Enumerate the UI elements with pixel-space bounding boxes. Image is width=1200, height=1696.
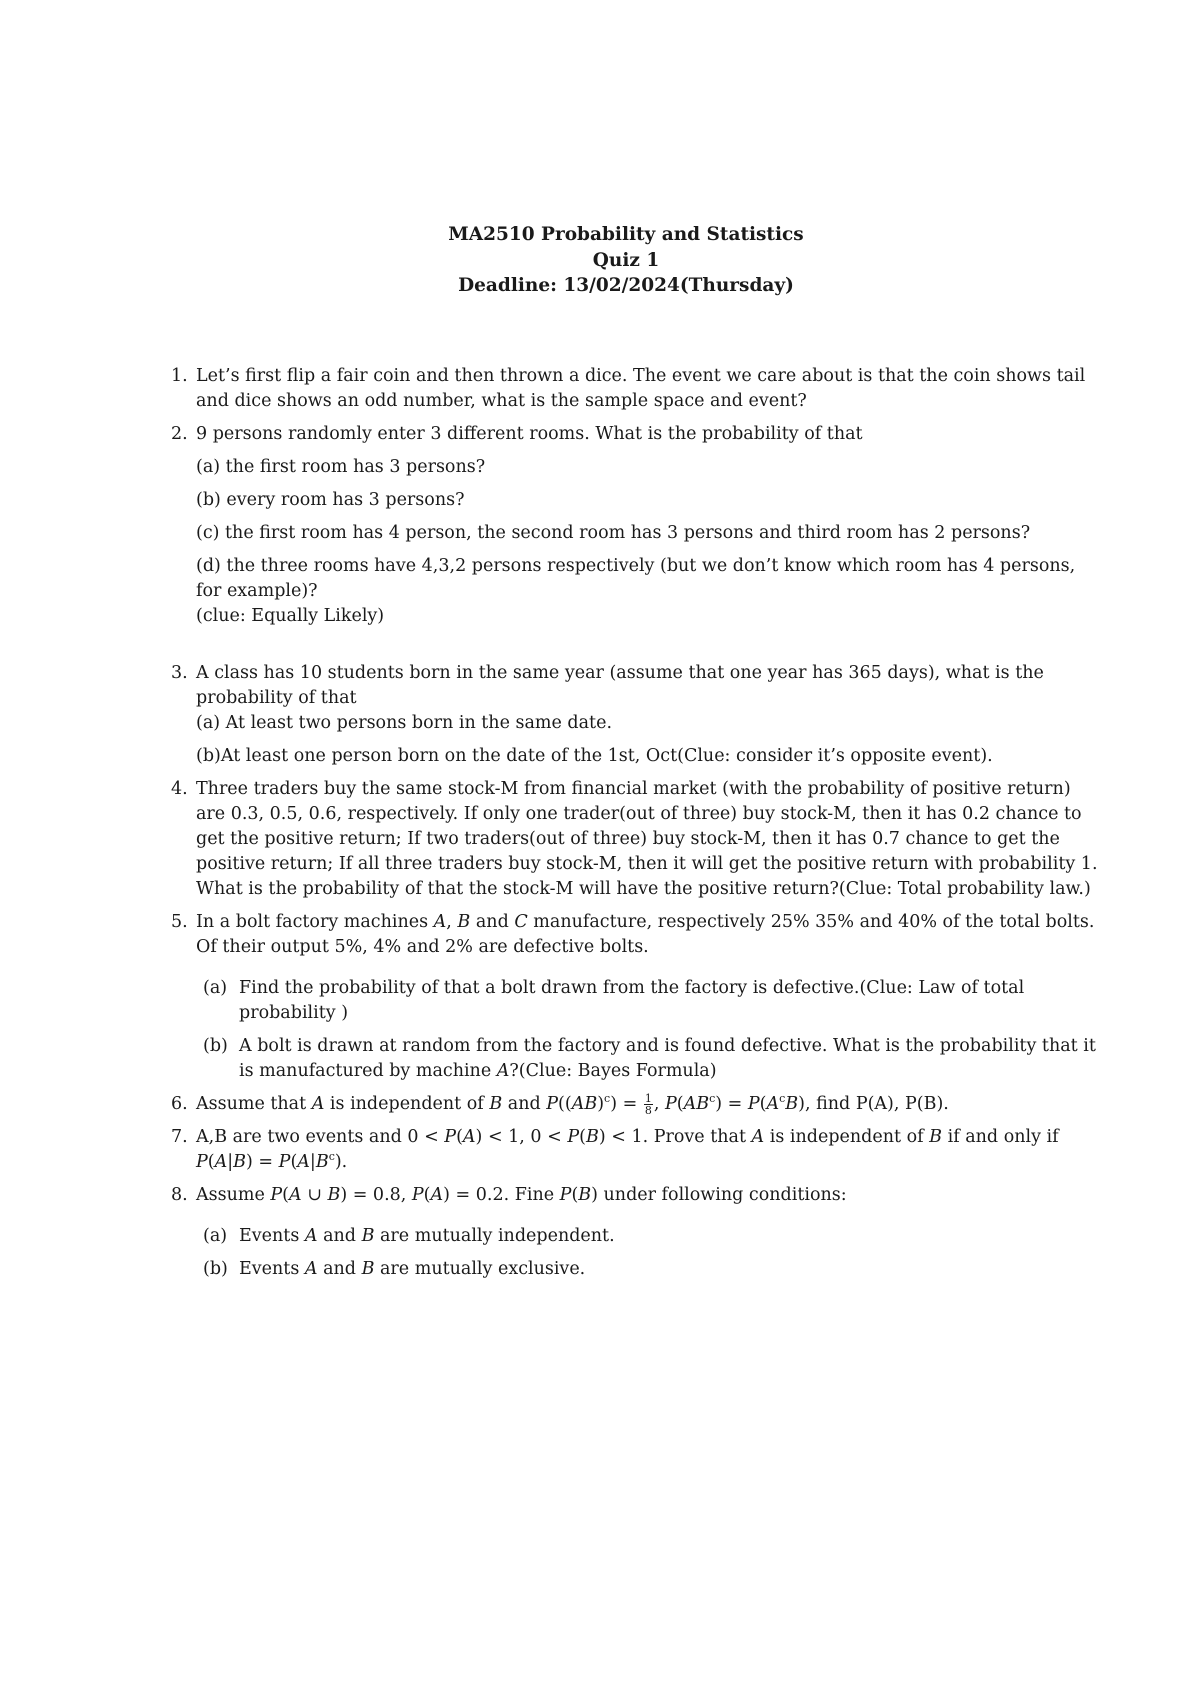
text-segment: and: [317, 1258, 362, 1279]
math-expression: P(B): [567, 1126, 606, 1147]
text-segment: Events: [239, 1258, 305, 1279]
question-8: [171, 1183, 1101, 1282]
question-number: 2.: [171, 423, 188, 444]
question-number: 4.: [171, 778, 188, 799]
fraction: $\frac{1}{8}$: [644, 1091, 652, 1117]
text-segment: Assume that: [196, 1093, 312, 1114]
math-expression: $P(A|B) = P(A|B^c)$.: [196, 1149, 348, 1172]
math-expression: P(A ∪ B): [270, 1184, 348, 1205]
question-text: Three traders buy the same stock-M from financial market (with the probability of positive return) are 0.3, 0.5, 0.6, respectively. If only one trader(out of three) buy stock-M, then it has 0.2 chance to get the positive return; If two traders(out of three) buy stock-M, then it has 0.7 chance to get the positive return; If all three traders buy stock-M, then it will get the positive return with probability 1. What is the probability of that the stock-M will have the positive return?(Clue: Total probability law.): [196, 778, 1098, 899]
part-label: (b): [203, 1035, 228, 1056]
question-4: [171, 777, 1101, 902]
question-2-part-b: (b) every room has 3 persons?: [196, 489, 465, 510]
text-segment: is independent of: [764, 1126, 930, 1147]
text-segment: and: [502, 1093, 547, 1114]
part-text: [239, 1226, 615, 1246]
math-var: C: [514, 911, 528, 932]
question-number: 8.: [171, 1184, 188, 1205]
text-segment: < 1, 0 <: [482, 1126, 568, 1147]
question-text: Let’s first flip a fair coin and then thrown a dice. The event we care about is that the coin shows tail and dice shows an odd number, what is the sample space and event?: [196, 365, 1086, 411]
question-text: In a bolt factory machines A, B and C manufacture, respectively 25% 35% and 40% of the total bolts. Of their output 5%, 4% and 2% are defective bolts.: [196, 911, 1095, 957]
math-expression: P(B): [559, 1184, 598, 1205]
question-2-part-d: (d) the three rooms have 4,3,2 persons respectively (but we don’t know which room has 4 persons, for example)?: [196, 555, 1076, 601]
text-segment: is independent of: [324, 1093, 490, 1114]
course-title: MA2510 Probability and Statistics: [448, 224, 804, 245]
question-number: 1.: [171, 365, 188, 386]
math-expression: P(A): [411, 1184, 450, 1205]
math-var: A: [751, 1126, 765, 1147]
math-var: B: [489, 1093, 503, 1114]
question-7: [171, 1125, 1101, 1175]
math-var: B: [929, 1126, 943, 1147]
question-3-part-a: (a) At least two persons born in the same date.: [196, 712, 613, 733]
text-segment: under following conditions:: [597, 1184, 847, 1205]
text-segment: In a bolt factory machines: [196, 911, 434, 932]
math-var: B: [457, 911, 471, 932]
question-5: [171, 910, 1101, 1084]
question-text: [196, 1183, 1101, 1208]
text-segment: Events: [239, 1225, 305, 1246]
question-6: [171, 1092, 1101, 1117]
text-segment: < 1. Prove that: [605, 1126, 752, 1147]
text-segment: are mutually exclusive.: [374, 1258, 586, 1279]
question-list: [171, 364, 1101, 1282]
question-2-clue: (clue: Equally Likely): [196, 605, 385, 626]
question-text: A class has 10 students born in the same year (assume that one year has 365 days), what is the probability of that: [196, 662, 1044, 708]
question-number: 7.: [171, 1126, 188, 1147]
question-number: 3.: [171, 662, 188, 683]
question-8-part-b: [196, 1257, 1101, 1282]
question-8-part-a: [196, 1224, 1101, 1249]
part-text: Find the probability of that a bolt drawn from the factory is defective.(Clue: Law of total probability ): [239, 977, 1025, 1023]
math-var: B: [361, 1225, 375, 1246]
part-text: [239, 1259, 585, 1279]
text-segment: and: [317, 1225, 362, 1246]
question-1: [171, 364, 1101, 414]
math-var: A: [304, 1225, 318, 1246]
text-segment: if and only if: [942, 1126, 1059, 1147]
text-segment: and: [470, 911, 515, 932]
deadline: Deadline: 13/02/2024(Thursday): [458, 275, 794, 296]
quiz-header: [151, 222, 1101, 299]
question-3: [171, 661, 1101, 769]
math-expression: P((AB)$^c$) = $\frac{1}{8}$ , $P(AB^c) = P(A^cB)$: [546, 1091, 805, 1117]
part-text: [239, 1036, 1096, 1081]
quiz-title: Quiz 1: [592, 249, 660, 271]
text-segment: manufacture, respectively 25% 35% and 40% of the total bolts. Of their output 5%, 4% and 2% are defective bolts.: [196, 911, 1095, 957]
text-segment: are mutually independent.: [374, 1225, 615, 1246]
question-2-part-c: (c) the first room has 4 person, the second room has 3 persons and third room has 2 persons?: [196, 522, 1031, 543]
question-number: 6.: [171, 1093, 188, 1114]
math-var: A: [433, 911, 447, 932]
question-5-part-a: [196, 976, 1101, 1026]
part-label: (a): [203, 977, 228, 998]
question-text: [196, 1127, 1059, 1172]
math-var: B: [361, 1258, 375, 1279]
quiz-page: [171, 222, 1101, 1290]
math-var: A: [304, 1258, 318, 1279]
math-var: A: [311, 1093, 325, 1114]
part-label: (a): [203, 1225, 228, 1246]
question-text: 9 persons randomly enter 3 different rooms. What is the probability of that: [196, 423, 863, 444]
question-text: [196, 1091, 949, 1117]
question-2-part-a: (a) the first room has 3 persons?: [196, 456, 486, 477]
question-2: [171, 422, 1101, 629]
text-segment: = 0.2. Fine: [449, 1184, 560, 1205]
text-segment: ?(Clue: Bayes Formula): [509, 1060, 717, 1081]
question-3-part-b: (b)At least one person born on the date of the 1st, Oct(Clue: consider it’s opposite event).: [196, 745, 993, 766]
question-5-part-b: [196, 1034, 1101, 1084]
part-label: (b): [203, 1258, 228, 1279]
text-segment: = 0.8,: [347, 1184, 412, 1205]
math-var: A: [496, 1060, 510, 1081]
text-segment: A,B are two events and 0 <: [196, 1126, 445, 1147]
question-number: 5.: [171, 911, 188, 932]
text-segment: , find P(A), P(B).: [804, 1093, 949, 1114]
text-segment: Assume: [196, 1184, 271, 1205]
text-segment: A bolt is drawn at random from the factory and is found defective. What is the probability that it is manufactured by machine: [239, 1035, 1096, 1081]
math-expression: P(A): [444, 1126, 483, 1147]
